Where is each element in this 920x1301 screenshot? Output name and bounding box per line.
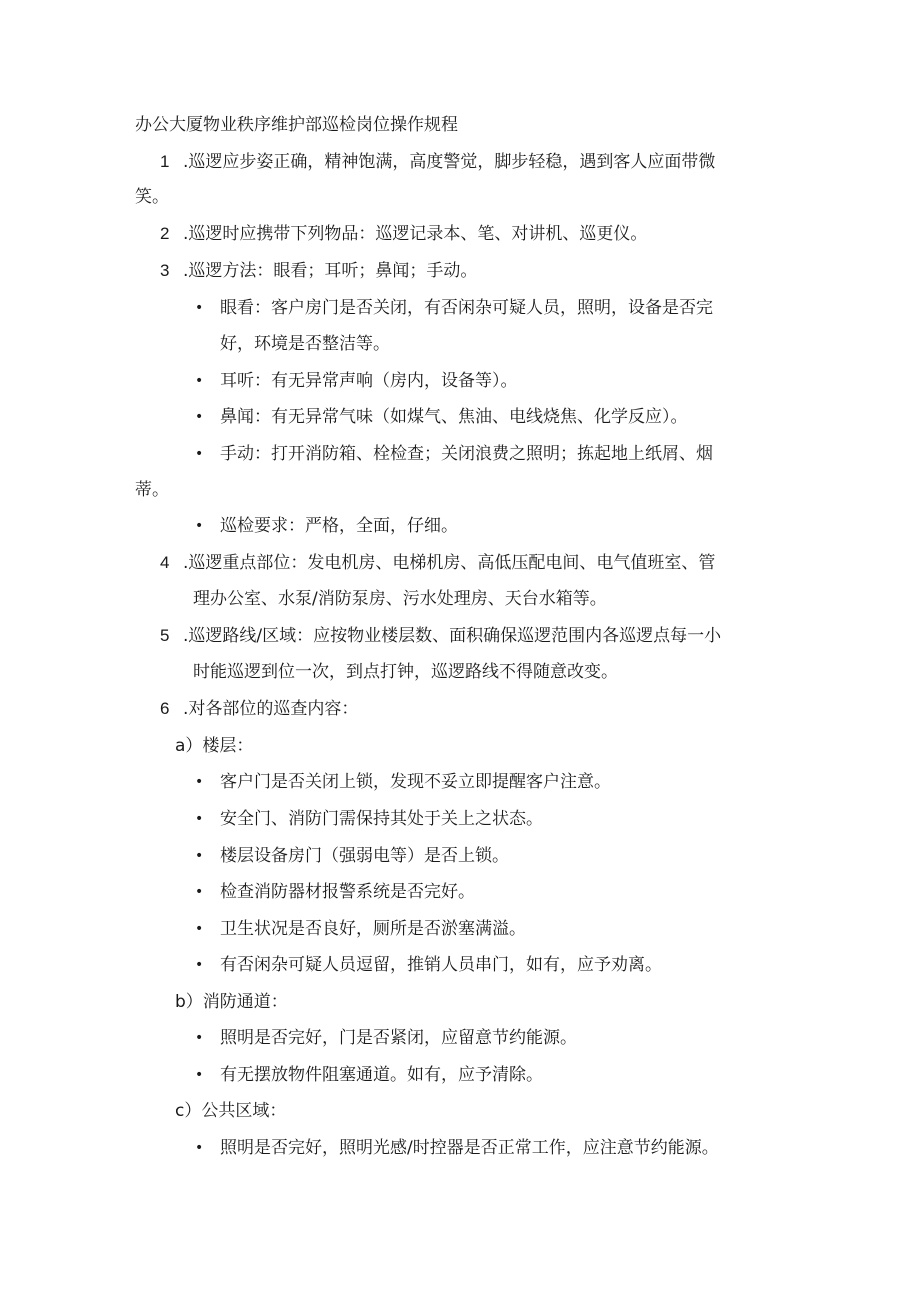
bullet-icon: • [195, 921, 204, 937]
method-text-continued: 蒂。 [135, 480, 169, 500]
bullet-icon: • [195, 1140, 204, 1156]
method-text: 鼻闻：有无异常气味（如煤气、焦油、电线烧焦、化学反应）。 [220, 407, 688, 427]
method-text: 手动：打开消防箱、栓检查；关闭浪费之照明；拣起地上纸屑、烟 [220, 444, 713, 464]
item-text: .巡逻重点部位：发电机房、电梯机房、高低压配电间、电气值班室、管 [183, 553, 716, 573]
method-text: 眼看：客户房门是否关闭，有否闲杂可疑人员，照明，设备是否完 [220, 298, 713, 318]
item-number: 2 [160, 224, 170, 243]
checklist-item: 卫生状况是否良好，厕所是否淤塞满溢。 [220, 919, 526, 939]
checklist-item: 照明是否完好，照明光感/时控器是否正常工作，应注意节约能源。 [220, 1138, 719, 1158]
item-text: .巡逻路线/区域：应按物业楼层数、面积确保巡逻范围内各巡逻点每一小 [183, 626, 722, 646]
item-text-continued: 笑。 [135, 187, 169, 207]
bullet-icon: • [195, 373, 204, 389]
item-text: .巡逻应步姿正确，精神饱满，高度警觉，脚步轻稳，遇到客人应面带微 [183, 152, 716, 172]
bullet-icon: • [195, 518, 204, 534]
item-text-continued: 时能巡逻到位一次，到点打钟，巡逻路线不得随意改变。 [193, 662, 618, 682]
document-title: 办公大厦物业秩序维护部巡检岗位操作规程 [135, 115, 458, 135]
bullet-icon: • [195, 409, 204, 425]
bullet-icon: • [195, 300, 204, 316]
item-number: 1 [160, 152, 170, 171]
section-label-public-area: c）公共区域： [175, 1101, 287, 1121]
item-number: 6 [160, 699, 170, 718]
bullet-icon: • [195, 811, 204, 827]
bullet-icon: • [195, 1067, 204, 1083]
item-text: .对各部位的巡查内容： [183, 699, 359, 719]
method-text: 耳听：有无异常声响（房内，设备等）。 [220, 371, 518, 391]
checklist-item: 照明是否完好，门是否紧闭，应留意节约能源。 [220, 1028, 577, 1048]
checklist-item: 安全门、消防门需保持其处于关上之状态。 [220, 809, 543, 829]
checklist-item: 检查消防器材报警系统是否完好。 [220, 882, 475, 902]
checklist-item: 客户门是否关闭上锁，发现不妥立即提醒客户注意。 [220, 772, 611, 792]
bullet-icon: • [195, 1030, 204, 1046]
checklist-item: 有否闲杂可疑人员逗留，推销人员串门，如有，应予劝离。 [220, 955, 662, 975]
item-number: 3 [160, 261, 170, 280]
checklist-item: 有无摆放物件阻塞通道。如有，应予清除。 [220, 1065, 543, 1085]
bullet-icon: • [195, 848, 204, 864]
bullet-icon: • [195, 957, 204, 973]
item-text: .巡逻方法：眼看；耳听；鼻闻；手动。 [183, 261, 478, 281]
item-text: .巡逻时应携带下列物品：巡逻记录本、笔、对讲机、巡更仪。 [183, 224, 648, 244]
section-label-floors: a）楼层： [175, 736, 254, 756]
item-number: 4 [160, 553, 170, 572]
checklist-item: 楼层设备房门（强弱电等）是否上锁。 [220, 846, 509, 866]
bullet-icon: • [195, 884, 204, 900]
bullet-icon: • [195, 774, 204, 790]
bullet-icon: • [195, 446, 204, 462]
item-number: 5 [160, 626, 170, 645]
method-text: 巡检要求：严格，全面，仔细。 [220, 516, 458, 536]
item-text-continued: 理办公室、水泵/消防泵房、污水处理房、天台水箱等。 [193, 589, 607, 609]
section-label-fire-passage: b）消防通道： [175, 992, 288, 1012]
method-text-continued: 好，环境是否整洁等。 [220, 334, 390, 354]
